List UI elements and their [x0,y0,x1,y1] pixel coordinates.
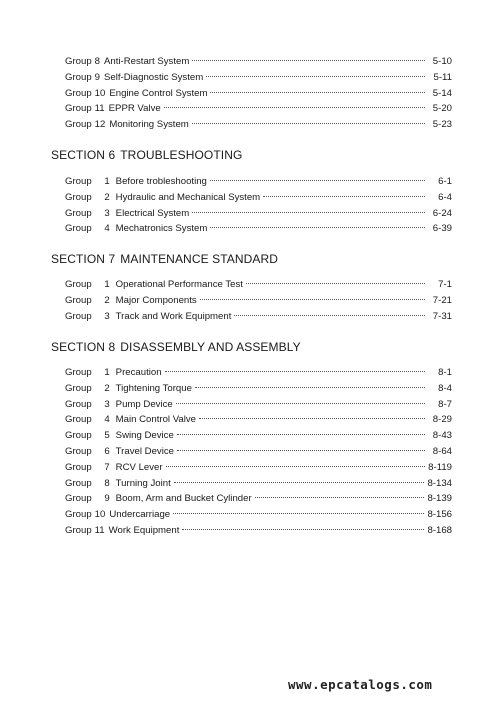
toc-section-7-list [65,277,452,324]
dot-leader [192,123,425,124]
group-number: 1 [104,176,110,187]
page-number: 8-7 [438,398,452,410]
dot-leader [192,212,425,213]
dot-leader [200,299,425,300]
group-number: 11 [94,524,105,536]
group-label: Group [65,310,92,322]
entry-title: Main Control Valve [115,414,197,426]
entry-title: Track and Work Equipment [115,310,232,322]
page-number: 8-134 [427,477,452,489]
page-number: 8-64 [432,445,452,457]
entry-title: Turning Joint [115,477,171,489]
page-number: 8-119 [428,461,452,473]
entry-title: Precaution [115,367,162,378]
watermark-url: www.epcatalogs.com [288,677,433,692]
section-8-heading [51,340,301,354]
page-number: 6-1 [438,176,452,187]
entry-title: Hydraulic and Mechanical System [115,191,261,203]
group-number: 1 [104,367,110,378]
group-label: Group [65,367,92,378]
toc-entry[interactable] [65,101,452,117]
group-label: Group [65,430,92,442]
page-number: 5-20 [432,103,452,115]
group-label: Group [65,191,92,203]
group-number: 7 [104,461,110,473]
section-6-heading [51,148,242,162]
group-number: 3 [104,207,110,219]
toc-section-5-list [65,54,452,133]
group-number: 2 [104,191,110,203]
page-number: 8-29 [432,414,452,426]
section-title: TROUBLESHOOTING [120,148,243,162]
group-label: Group [65,414,92,426]
entry-title: Before trobleshooting [115,176,207,187]
toc-entry[interactable] [65,309,452,325]
entry-title: Pump Device [115,398,173,410]
page-number: 7-1 [438,279,452,290]
dot-leader [166,466,425,467]
toc-entry[interactable] [65,117,452,133]
group-label: Group [65,294,92,306]
entry-title: Anti-Restart System [104,56,190,67]
dot-leader [206,76,425,77]
dot-leader [164,107,425,108]
toc-entry[interactable] [65,507,452,523]
section-title: DISASSEMBLY AND ASSEMBLY [120,340,301,354]
page-number: 5-11 [433,71,452,83]
group-label: Group [65,477,92,489]
toc-entry[interactable] [65,397,452,413]
group-number: 10 [94,87,106,99]
page-number: 8-168 [427,524,452,536]
dot-leader [176,403,425,404]
toc-entry[interactable] [65,86,452,102]
toc-entry[interactable] [65,54,452,70]
dot-leader [234,315,425,316]
group-label: Group [65,119,92,131]
group-label: Group [65,398,92,410]
entry-title: Monitoring System [109,119,189,131]
dot-leader [255,497,425,498]
page-number: 7-31 [432,310,452,322]
dot-leader [174,482,425,483]
group-number: 11 [94,103,105,115]
entry-title: Self-Diagnostic System [104,71,204,83]
group-number: 5 [104,430,110,442]
group-label: Group [65,223,92,235]
toc-section-8-list [65,365,452,539]
section-label: SECTION 8 [51,340,116,354]
toc-entry[interactable] [65,365,452,381]
group-label: Group [65,445,92,457]
entry-title: Undercarriage [109,509,171,521]
entry-title: Work Equipment [108,524,180,536]
group-number: 2 [104,294,110,306]
toc-entry[interactable] [65,70,452,86]
entry-title: Electrical System [115,207,190,219]
page-number: 8-4 [438,382,452,394]
entry-title: Tightening Torque [115,382,192,394]
toc-entry[interactable] [65,190,452,206]
page-number: 5-14 [432,87,452,99]
group-label: Group [65,461,92,473]
group-number: 12 [94,119,106,131]
page-number: 6-24 [432,207,452,219]
group-label: Group [65,87,92,99]
group-number: 4 [104,223,110,235]
group-label: Group [65,207,92,219]
group-number: 8 [94,56,101,67]
group-number: 10 [94,509,106,521]
dot-leader [177,434,425,435]
page-number: 8-1 [438,367,452,378]
toc-entry[interactable] [65,491,452,507]
entry-title: Swing Device [115,430,174,442]
entry-title: EPPR Valve [108,103,161,115]
dot-leader [210,180,425,181]
dot-leader [246,283,425,284]
toc-entry[interactable] [65,174,452,190]
page-number: 8-156 [427,509,452,521]
page-number: 6-39 [432,223,452,235]
dot-leader [182,529,424,530]
group-number: 1 [104,279,110,290]
page-number: 6-4 [438,191,452,203]
page-number: 7-21 [432,294,452,306]
dot-leader [199,418,425,419]
group-label: Group [65,56,92,67]
dot-leader [210,227,425,228]
group-number: 9 [94,71,101,83]
page-number: 5-23 [432,119,452,131]
toc-entry[interactable] [65,221,452,237]
toc-entry[interactable] [65,460,452,476]
dot-leader [177,450,425,451]
section-label: SECTION 6 [51,148,116,162]
group-number: 9 [104,493,110,505]
toc-entry[interactable] [65,476,452,492]
page-number: 8-43 [432,430,452,442]
toc-entry[interactable] [65,523,452,539]
entry-title: Major Components [115,294,197,306]
group-number: 6 [104,445,110,457]
dot-leader [210,92,425,93]
page-number: 5-10 [432,56,452,67]
toc-entry[interactable] [65,206,452,222]
entry-title: Boom, Arm and Bucket Cylinder [115,493,252,505]
group-number: 3 [104,398,110,410]
group-label: Group [65,524,92,536]
group-label: Group [65,509,92,521]
dot-leader [173,513,424,514]
toc-entry[interactable] [65,277,452,293]
entry-title: Operational Performance Test [115,279,243,290]
toc-entry[interactable] [65,412,452,428]
entry-title: Engine Control System [109,87,208,99]
toc-section-6-list [65,174,452,237]
group-label: Group [65,71,92,83]
toc-entry[interactable] [65,381,452,397]
entry-title: RCV Lever [115,461,163,473]
section-label: SECTION 7 [51,252,116,266]
entry-title: Travel Device [115,445,174,457]
page-number: 8-139 [427,493,452,505]
dot-leader [192,60,425,61]
toc-entry[interactable] [65,444,452,460]
entry-title: Mechatronics System [115,223,208,235]
group-label: Group [65,493,92,505]
toc-entry[interactable] [65,428,452,444]
group-label: Group [65,103,92,115]
group-number: 4 [104,414,110,426]
group-number: 2 [104,382,110,394]
group-label: Group [65,382,92,394]
dot-leader [165,371,425,372]
group-number: 3 [104,310,110,322]
dot-leader [263,196,425,197]
section-title: MAINTENANCE STANDARD [120,252,279,266]
section-7-heading [51,252,278,266]
dot-leader [195,387,425,388]
group-label: Group [65,279,92,290]
group-label: Group [65,176,92,187]
group-number: 8 [104,477,110,489]
toc-entry[interactable] [65,293,452,309]
